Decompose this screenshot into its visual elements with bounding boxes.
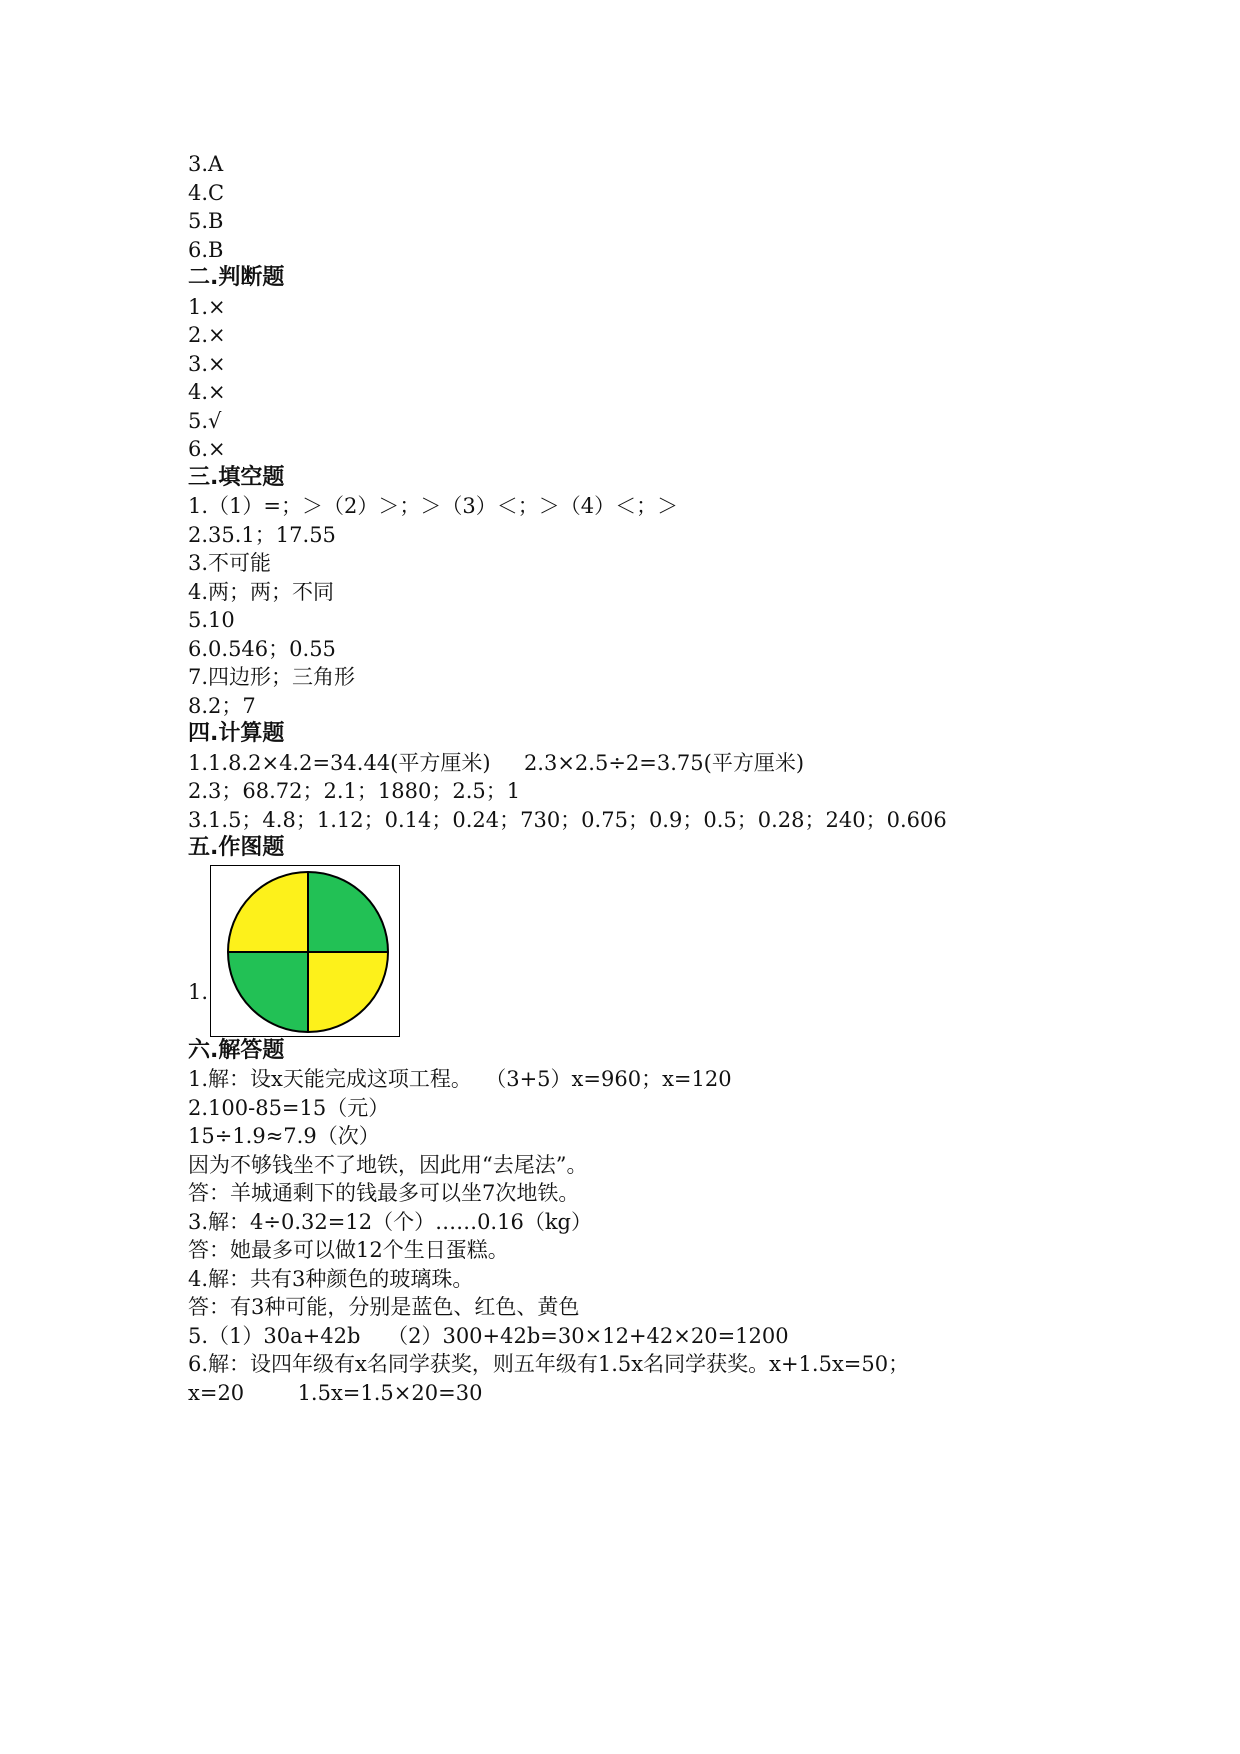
answer-line: 2.100-85=15（元） [188,1095,390,1120]
answer-line: 5.√ [188,408,222,433]
section-heading: 二.判断题 [188,265,285,290]
answer-page [188,150,1088,1407]
answer-line: 4.两；两；不同 [188,579,335,604]
answer-line: 8.2；7 [188,693,256,718]
figure-label: 1. [188,980,209,1004]
section-judgement [188,264,1088,464]
section-fill-blank [188,464,1088,721]
answer-line: 6.解：设四年级有x名同学获奖，则五年级有1.5x名同学获奖。x+1.5x=50； [188,1352,910,1376]
circle-quarter-top-right [308,872,388,952]
answer-line: 答：羊城通剩下的钱最多可以坐7次地铁。 [188,1181,580,1205]
answer-line: 4.C [188,180,225,205]
section-heading: 六.解答题 [188,1037,285,1063]
answer-line: 5.（1）30a+42b （2）300+42b=30×12+42×20=1200 [188,1323,789,1348]
answer-line: 4.× [188,380,226,404]
answer-line: 1.解：设x天能完成这项工程。 （3+5）x=960；x=120 [188,1067,732,1091]
section-drawing [188,834,1088,1037]
section-heading: 四.计算题 [188,721,285,746]
quartered-circle-figure [211,866,399,1036]
circle-figure-frame [210,865,400,1037]
answer-line: 因为不够钱坐不了地铁，因此用“去尾法”。 [188,1152,588,1177]
figure-row [188,863,1088,1037]
answer-line: 3.1.5；4.8；1.12；0.14；0.24；730；0.75；0.9；0.5；0.28；240；0.606 [188,807,947,832]
answer-line: 6.0.546；0.55 [188,636,336,661]
answer-line: 1.（1）=；＞（2）＞；＞（3）＜；＞（4）＜；＞ [188,494,679,518]
answer-line: 7.四边形；三角形 [188,665,356,689]
answer-line: 2.35.1；17.55 [188,522,336,547]
answer-line: 3.不可能 [188,551,272,575]
section-solutions [188,1037,1088,1408]
answer-line: 答：她最多可以做12个生日蛋糕。 [188,1238,509,1262]
circle-quarter-bottom-left [228,952,308,1032]
answer-line: 6.B [188,237,224,262]
answer-line: 答：有3种可能，分别是蓝色、红色、黄色 [188,1295,580,1319]
answer-line: 1.× [188,294,226,319]
section-calculation [188,720,1088,834]
answer-line: 5.10 [188,608,235,632]
answer-line: 6.× [188,437,226,461]
answer-line: 3.× [188,351,226,376]
answer-line: 5.B [188,209,224,233]
answer-line: 4.解：共有3种颜色的玻璃珠。 [188,1266,474,1291]
answer-line: x=20 1.5x=1.5×20=30 [188,1380,483,1405]
answer-line: 3.A [188,152,224,176]
section-heading: 三.填空题 [188,464,285,490]
answer-line: 1.1.8.2×4.2=34.44(平方厘米) 2.3×2.5÷2=3.75(平方厘米) [188,750,805,775]
circle-quarter-top-left [228,872,308,952]
answer-line: 2.× [188,323,226,347]
answer-line: 15÷1.9≈7.9（次） [188,1124,380,1148]
section-heading: 五.作图题 [188,835,285,860]
section1-tail [188,150,1088,264]
answer-line: 3.解：4÷0.32=12（个）……0.16（kg） [188,1209,592,1234]
answer-line: 2.3；68.72；2.1；1880；2.5；1 [188,779,521,803]
circle-quarter-bottom-right [308,952,388,1032]
